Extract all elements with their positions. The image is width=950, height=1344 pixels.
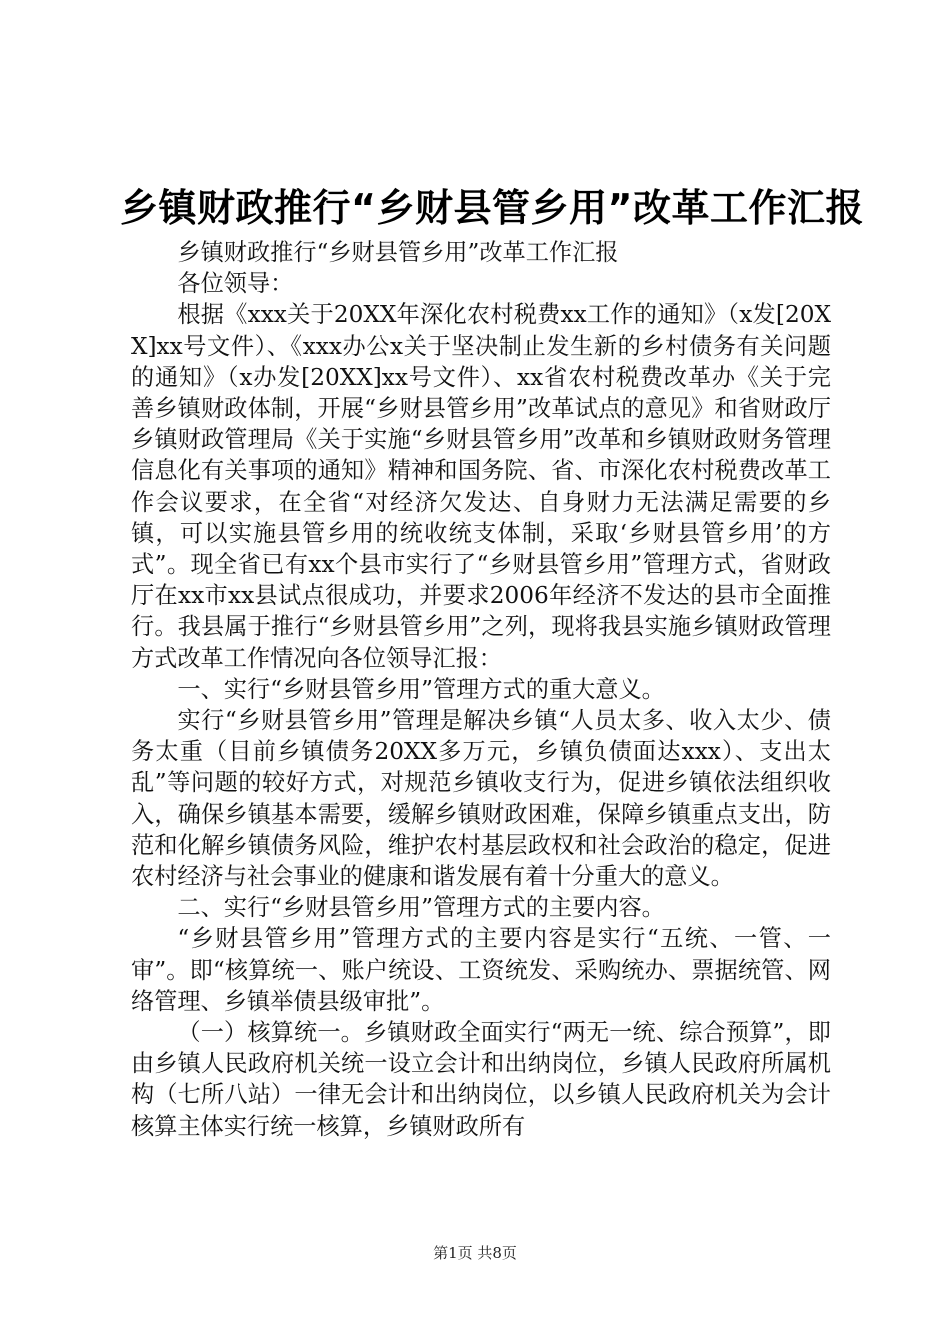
document-title: 乡镇财政推行“乡财县管乡用”改革工作汇报 [120, 186, 864, 230]
section-heading-1: 一、实行“乡财县管乡用”管理方式的重大意义。 [177, 675, 665, 703]
paragraph-intro: 根据《xxx关于20XX年深化农村税费xx工作的通知》（x发[20XX]xx号文件）、《xxx办公x关于坚决制止发生新的乡村债务有关问题的通知》（x办发[20XX]xx号文件）、xx省农村税费改革办《关于完善乡镇财政体制，开展“乡财县管乡用”改革试点的意见》和省财政厅乡镇财政管理局《关于实施“乡财县管乡用”改革和乡镇财政财务管理信息化有关事项的通知》精神和国务院、省、市深化农村税费改革工作会议要求，在全省“对经济欠发达、自身财力无法满足需要的乡镇，可以实施县管乡用的统收统支体制，采取‘乡财县管乡用’的方式”。现全省已有xx个县市实行了“乡财县管乡用”管理方式，省财政厅在xx市xx县试点很成功，并要求2006年经济不发达的县市全面推行。我县属于推行“乡财县管乡用”之列，现将我县实施乡镇财政管理方式改革工作情况向各位领导汇报： [131, 301, 831, 672]
paragraph-salutation: 各位领导： [177, 270, 294, 298]
document-body [131, 237, 831, 1142]
paragraph-main-content: “乡财县管乡用”管理方式的主要内容是实行“五统、一管、一审”。即“核算统一、账户统设、工资统发、采购统办、票据统管、网络管理、乡镇举债县级审批”。 [131, 925, 831, 1015]
page-footer: 第1页 共8页 [433, 1244, 517, 1262]
section-heading-2: 二、实行“乡财县管乡用”管理方式的主要内容。 [177, 894, 665, 922]
paragraph-significance: 实行“乡财县管乡用”管理是解决乡镇“人员太多、收入太少、债务太重（目前乡镇债务20XX多万元，乡镇负债面达xxx）、支出太乱”等问题的较好方式，对规范乡镇收支行为，促进乡镇依法组织收入，确保乡镇基本需要，缓解乡镇财政困难，保障乡镇重点支出，防范和化解乡镇债务风险，维护农村基层政权和社会政治的稳定，促进农村经济与社会事业的健康和谐发展有着十分重大的意义。 [131, 707, 831, 891]
paragraph-subtitle: 乡镇财政推行“乡财县管乡用”改革工作汇报 [177, 239, 619, 266]
paragraph-accounting: （一）核算统一。乡镇财政全面实行“两无一统、综合预算”，即由乡镇人民政府机关统一设立会计和出纳岗位，乡镇人民政府所属机构（七所八站）一律无会计和出纳岗位，以乡镇人民政府机关为会计核算主体实行统一核算，乡镇财政所有 [131, 1019, 831, 1140]
